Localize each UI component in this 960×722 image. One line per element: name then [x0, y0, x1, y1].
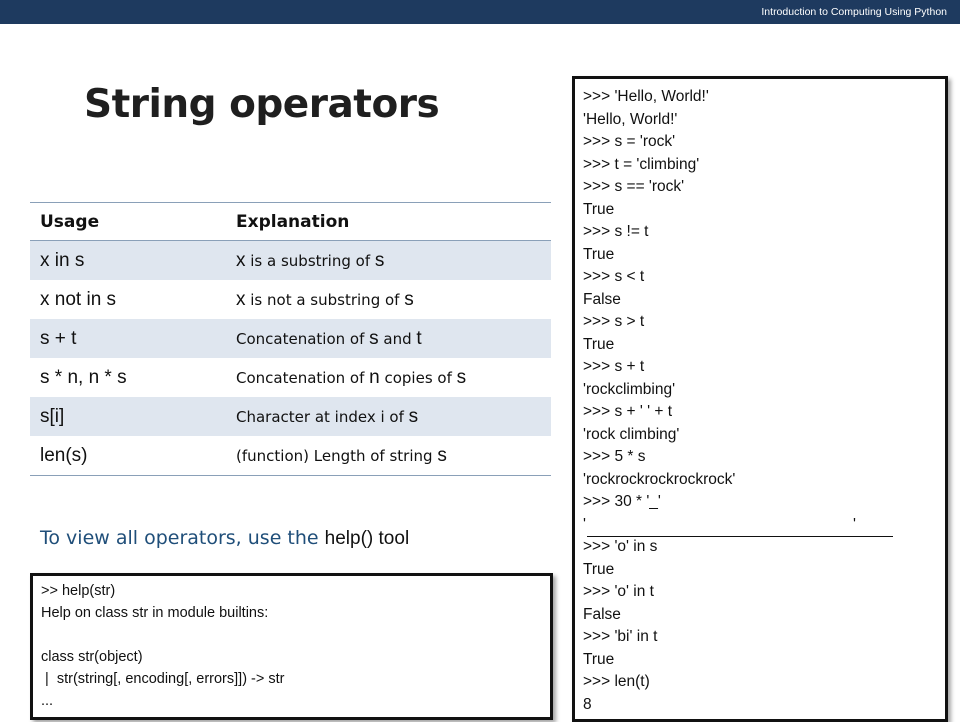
console-line: >>> 'o' in t: [583, 583, 654, 600]
table-row: [30, 358, 551, 397]
explanation-cell: [236, 436, 551, 476]
help-line: ...: [41, 693, 54, 709]
console-line: >>> 'Hello, World!': [583, 88, 709, 105]
console-line: True: [583, 200, 615, 218]
table-row: [30, 241, 551, 281]
console-line: >>> s + ' ' + t: [583, 403, 673, 420]
explanation-cell: [236, 241, 551, 281]
operators-table: [30, 202, 551, 476]
console-line: >>> s < t: [583, 268, 645, 285]
expl-part: of: [384, 407, 409, 426]
expl-part: Concatenation of: [236, 368, 370, 387]
console-line: 'rockclimbing': [583, 380, 676, 398]
table-row: [30, 436, 551, 476]
expl-part: t: [416, 327, 422, 349]
usage-cell: s + t: [30, 319, 236, 358]
expl-part: and: [378, 329, 417, 348]
console-line: False: [583, 290, 621, 308]
help-line: | str(string[, encoding[, errors]]) -> str: [41, 671, 285, 687]
help-line: class str(object): [41, 649, 143, 665]
explanation-cell: [236, 280, 551, 319]
console-line: >>> t = 'climbing': [583, 155, 700, 173]
expl-part: s: [456, 366, 467, 388]
expl-part: n: [369, 366, 380, 388]
console-line: True: [583, 650, 615, 668]
expl-part: x: [236, 249, 246, 271]
console-line: >>> s != t: [583, 223, 649, 240]
help-tip: [40, 527, 409, 550]
expl-part: s: [369, 327, 379, 349]
console-line: True: [583, 335, 615, 353]
expl-part: is not a substring of: [245, 290, 405, 309]
table-row: [30, 280, 551, 319]
explanation-cell: [236, 397, 551, 436]
expl-part: Concatenation of: [236, 329, 370, 348]
console-line: >>> len(t): [583, 673, 650, 690]
console-line: >>> s = 'rock': [583, 133, 676, 150]
console-line: 'Hello, World!': [583, 110, 678, 128]
console-line: ' ': [583, 515, 856, 533]
help-line: >> help(str): [41, 583, 116, 599]
console-line: 'rock climbing': [583, 425, 680, 443]
usage-cell: s * n, n * s: [40, 366, 127, 388]
column-header-explanation: Explanation: [236, 203, 551, 241]
console-line: >>> 5 * s: [583, 448, 646, 465]
tip-text: To view all operators, use the: [40, 527, 325, 549]
column-header-usage: Usage: [30, 203, 236, 241]
underscore-line: [587, 536, 893, 537]
slide-title: String operators: [84, 82, 440, 127]
explanation-cell: [236, 319, 551, 358]
table-header-row: [30, 203, 551, 241]
console-line: True: [583, 245, 615, 263]
expl-part: i: [380, 407, 385, 426]
python-console: [572, 76, 948, 722]
expl-part: s: [408, 405, 419, 427]
expl-part: is a substring of: [245, 251, 375, 270]
console-line: >>> s + t: [583, 358, 645, 375]
table-row: [30, 319, 551, 358]
help-line: Help on class str in module builtins:: [41, 605, 269, 621]
console-line: True: [583, 560, 615, 578]
usage-cell: s[i]: [30, 397, 236, 436]
expl-part: copies of: [379, 368, 457, 387]
expl-part: s: [374, 249, 385, 271]
console-line: >>> 30 * '_': [583, 493, 661, 510]
help-output-box: [30, 573, 553, 720]
header-bar: [0, 0, 960, 24]
console-line: 'rockrockrockrockrock': [583, 470, 736, 488]
expl-part: x: [236, 288, 246, 310]
usage-cell: x in s: [30, 241, 236, 281]
expl-part: Character at index: [236, 407, 381, 426]
expl-part: s: [437, 444, 447, 466]
usage-cell: len(s): [30, 436, 236, 476]
tip-code: help() tool: [324, 528, 410, 549]
console-line: False: [583, 605, 621, 623]
course-title: Introduction to Computing Using Python: [761, 6, 947, 18]
console-line: >>> 'bi' in t: [583, 628, 658, 645]
console-line: >>> s == 'rock': [583, 178, 685, 195]
console-line: 8: [583, 695, 592, 713]
expl-part: (function) Length of string: [236, 446, 438, 465]
usage-cell: x not in s: [40, 288, 117, 310]
console-line: >>> 'o' in s: [583, 538, 658, 555]
console-line: >>> s > t: [583, 313, 645, 330]
expl-part: s: [404, 288, 414, 310]
explanation-cell: [236, 358, 551, 397]
table-row: [30, 397, 551, 436]
